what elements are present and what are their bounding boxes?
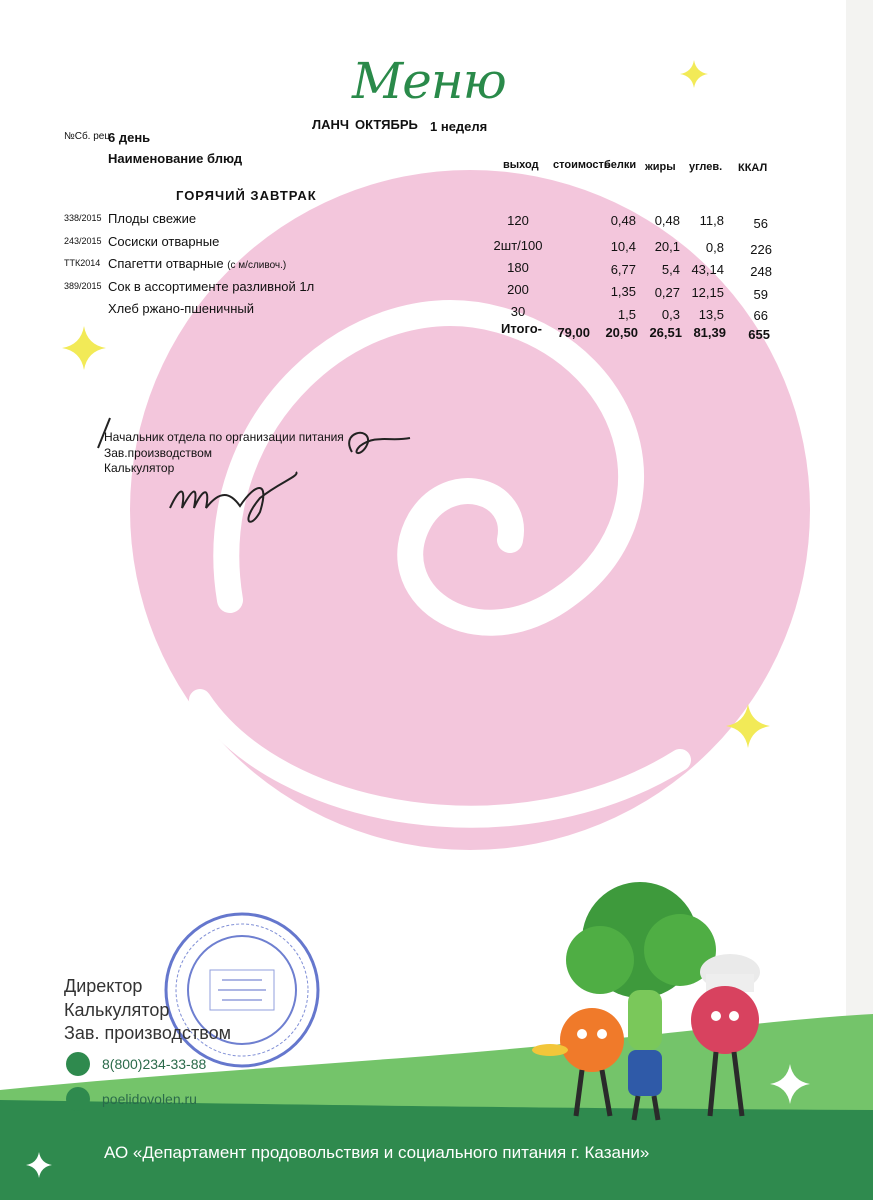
row-kcal: 226 bbox=[750, 242, 772, 257]
row-kcal: 56 bbox=[753, 216, 768, 231]
month-label: ОКТЯБРЬ bbox=[355, 117, 418, 132]
col-kcal: ККАЛ bbox=[738, 162, 768, 174]
row-name: Хлеб ржано-пшеничный bbox=[108, 301, 254, 316]
totals-carbs: 81,39 bbox=[693, 325, 726, 340]
sparkle-icon bbox=[680, 60, 708, 88]
row-protein: 0,48 bbox=[610, 213, 636, 228]
phone-icon bbox=[66, 1052, 90, 1076]
sparkle-icon bbox=[26, 1152, 52, 1178]
handwritten-signature bbox=[90, 412, 420, 532]
row-output: 2шт/100 bbox=[493, 238, 543, 253]
row-fat: 0,48 bbox=[654, 213, 680, 228]
row-name bbox=[108, 256, 286, 271]
totals-cost: 79,00 bbox=[557, 325, 590, 340]
row-name: Сок в ассортименте разливной 1л bbox=[108, 279, 315, 294]
menu-title: Меню bbox=[352, 52, 506, 110]
row-carbs: 43,14 bbox=[691, 262, 724, 277]
col-output: выход bbox=[503, 159, 539, 171]
row-kcal: 248 bbox=[750, 264, 772, 279]
totals-fat: 26,51 bbox=[649, 325, 682, 340]
row-kcal: 59 bbox=[753, 287, 768, 302]
sparkle-icon bbox=[770, 1064, 810, 1104]
signature-production-label: Зав.производством bbox=[104, 446, 212, 460]
signature-head-label: Начальник отдела по организации питания bbox=[104, 430, 344, 444]
row-code: 338/2015 bbox=[64, 213, 102, 223]
footer-phone[interactable]: 8(800)234-33-88 bbox=[102, 1056, 207, 1072]
totals-protein: 20,50 bbox=[605, 325, 638, 340]
globe-icon bbox=[66, 1087, 90, 1111]
row-output: 30 bbox=[510, 304, 526, 319]
sparkle-icon bbox=[726, 704, 770, 748]
row-carbs: 12,15 bbox=[691, 285, 724, 300]
row-fat: 5,4 bbox=[661, 262, 680, 277]
row-code: ТТК2014 bbox=[64, 258, 101, 268]
row-name-text: Спагетти отварные bbox=[108, 256, 224, 271]
row-protein: 6,77 bbox=[610, 262, 636, 277]
meal-label: ЛАНЧ bbox=[312, 117, 350, 132]
row-output: 120 bbox=[507, 213, 529, 228]
row-output: 200 bbox=[507, 282, 529, 297]
row-output: 180 bbox=[507, 260, 529, 275]
footer-production: Зав. производством bbox=[64, 1023, 231, 1043]
row-carbs: 0,8 bbox=[705, 240, 724, 255]
footer-calculator: Калькулятор bbox=[64, 1000, 170, 1020]
row-protein: 1,35 bbox=[610, 284, 636, 299]
row-kcal: 66 bbox=[753, 308, 768, 323]
official-stamp bbox=[162, 910, 322, 1070]
col-fat: жиры bbox=[645, 161, 676, 173]
col-cost: стоимость bbox=[553, 159, 611, 171]
row-name: Сосиски отварные bbox=[108, 234, 220, 249]
row-carbs: 11,8 bbox=[699, 213, 724, 228]
row-code: 389/2015 bbox=[64, 281, 102, 291]
company-name: АО «Департамент продовольствия и социального питания г. Казани» bbox=[104, 1143, 650, 1162]
row-protein: 10,4 bbox=[610, 239, 636, 254]
day-label: 6 день bbox=[108, 130, 151, 145]
row-code: 243/2015 bbox=[64, 236, 102, 246]
footer-director: Директор bbox=[64, 976, 143, 996]
row-protein: 1,5 bbox=[617, 307, 636, 322]
row-fat: 20,1 bbox=[654, 239, 680, 254]
col-carbs: углев. bbox=[689, 161, 723, 173]
totals-label: Итого- bbox=[501, 321, 542, 336]
row-name: Плоды свежие bbox=[108, 211, 197, 226]
section-title: ГОРЯЧИЙ ЗАВТРАК bbox=[176, 188, 317, 203]
row-name-note: (с м/сливоч.) bbox=[227, 260, 287, 271]
dish-column-label: Наименование блюд bbox=[108, 151, 243, 166]
footer-website[interactable]: poelidovolen.ru bbox=[102, 1091, 197, 1107]
week-label: 1 неделя bbox=[430, 119, 488, 134]
sparkle-icon bbox=[62, 326, 106, 370]
row-fat: 0,3 bbox=[661, 307, 680, 322]
row-fat: 0,27 bbox=[654, 285, 680, 300]
recipe-no-label: №Сб. рец bbox=[64, 131, 111, 142]
row-carbs: 13,5 bbox=[698, 307, 724, 322]
totals-kcal: 655 bbox=[748, 327, 770, 342]
signature-calculator-label: Калькулятор bbox=[104, 461, 175, 475]
col-protein: белки bbox=[604, 159, 637, 171]
